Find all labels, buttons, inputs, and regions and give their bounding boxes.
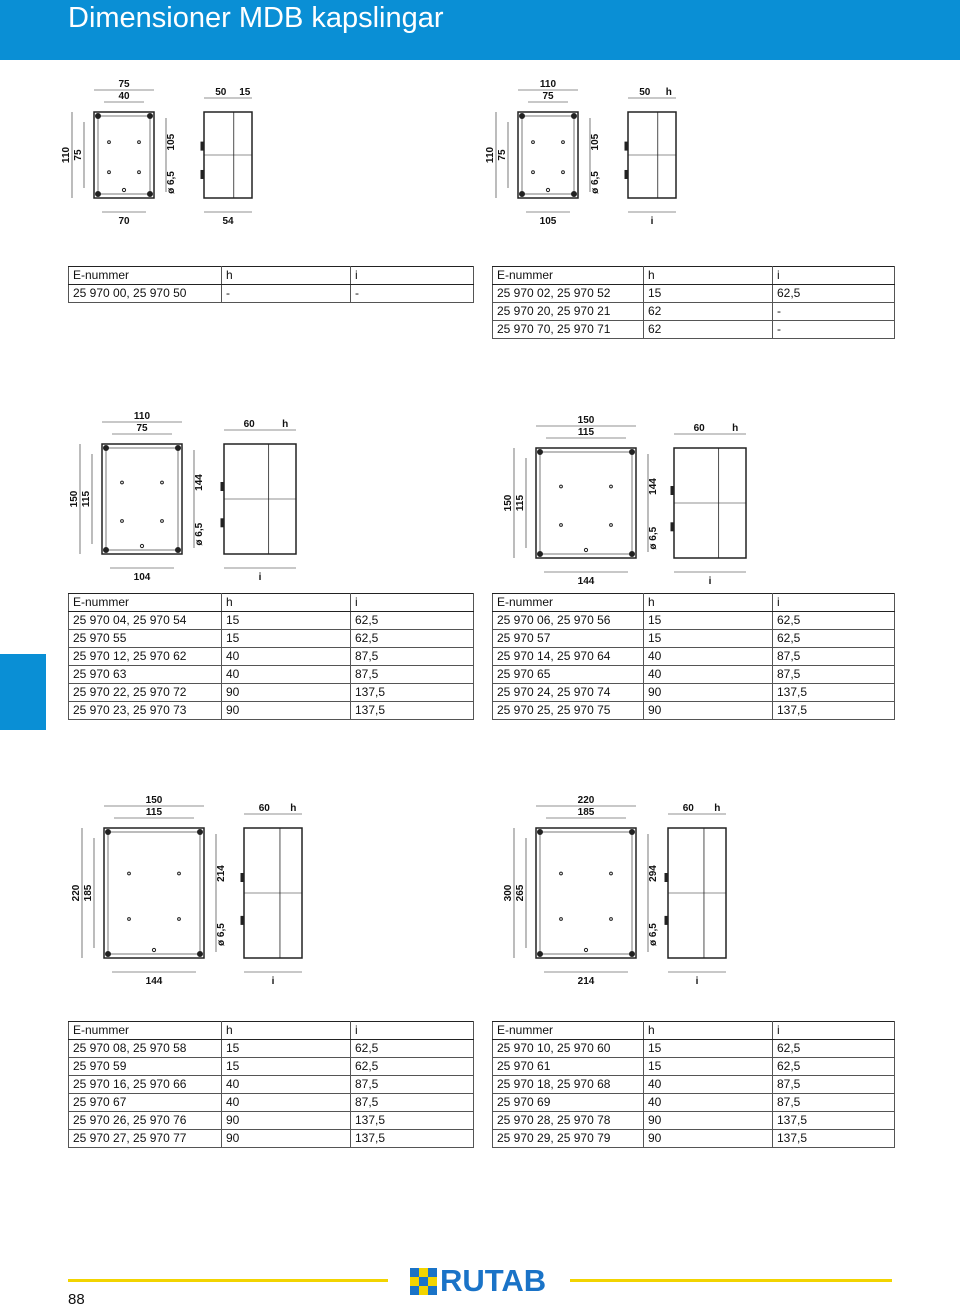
dim-depth: 50 (215, 87, 227, 98)
table-row (493, 1040, 895, 1058)
cell-i: 62,5 (773, 1040, 895, 1058)
table-row (493, 285, 895, 303)
col-h: h (222, 267, 351, 285)
cell-i: 62,5 (351, 1058, 474, 1076)
dim-height-outer: 150 (69, 490, 80, 508)
cell-h: 90 (644, 1112, 773, 1130)
corner-screw (106, 952, 111, 957)
drawing-svg (64, 408, 364, 583)
table-row (493, 321, 895, 339)
spec-table-4 (492, 593, 895, 720)
col-number: E-nummer (69, 267, 222, 285)
table-row (493, 648, 895, 666)
dim-height-mount: 144 (194, 474, 205, 491)
dim-h: h (290, 803, 297, 814)
cell-i: 87,5 (773, 1094, 895, 1112)
cell-h: 90 (222, 1130, 351, 1148)
dim-h: h (732, 423, 739, 434)
col-i: i (773, 594, 895, 612)
cell-h: 15 (222, 630, 351, 648)
dim-depth: 60 (682, 803, 694, 814)
enclosure-drawing-4 (488, 408, 788, 587)
cell-number: 25 970 59 (69, 1058, 222, 1076)
cell-h: 15 (644, 1058, 773, 1076)
table-row (493, 1058, 895, 1076)
footer-line-left (68, 1279, 388, 1282)
dim-width-outer: 110 (133, 411, 151, 422)
col-i: i (773, 267, 895, 285)
table-row (493, 702, 895, 720)
cell-i: 62,5 (773, 285, 895, 303)
spec-table-6 (492, 1021, 895, 1148)
dim-height-inner: 265 (515, 884, 526, 902)
table-header-row (69, 267, 474, 285)
cell-h: 90 (222, 702, 351, 720)
cell-number: 25 970 28, 25 970 78 (493, 1112, 644, 1130)
dim-base: 105 (539, 216, 557, 227)
cell-i: 87,5 (351, 1094, 474, 1112)
dim-h: h (282, 419, 289, 430)
page-header (0, 0, 960, 60)
cell-number: 25 970 16, 25 970 66 (69, 1076, 222, 1094)
dim-hole: ø 6,5 (648, 923, 659, 946)
dim-height-inner: 185 (83, 884, 94, 902)
cell-i: 137,5 (773, 1130, 895, 1148)
cell-h: 90 (222, 684, 351, 702)
front-view (536, 828, 636, 958)
dim-height-mount: 144 (648, 478, 659, 495)
table-row (493, 1130, 895, 1148)
cell-h: 15 (222, 1058, 351, 1076)
col-i: i (773, 1022, 895, 1040)
table-row (493, 1076, 895, 1094)
table-row (69, 1058, 474, 1076)
dim-width-outer: 110 (539, 79, 557, 90)
corner-screw (538, 552, 543, 557)
cell-h: 90 (644, 1130, 773, 1148)
spec-table-3 (68, 593, 474, 720)
corner-screw (96, 192, 101, 197)
col-h: h (644, 594, 773, 612)
table-row (493, 1112, 895, 1130)
col-h: h (644, 267, 773, 285)
cell-number: 25 970 69 (493, 1094, 644, 1112)
corner-screw (630, 952, 635, 957)
corner-screw (538, 830, 543, 835)
cell-number: 25 970 22, 25 970 72 (69, 684, 222, 702)
dim-base: 214 (577, 976, 595, 987)
cell-h: 15 (222, 612, 351, 630)
cell-i: 87,5 (773, 1076, 895, 1094)
table-row (493, 1094, 895, 1112)
cell-number: 25 970 08, 25 970 58 (69, 1040, 222, 1058)
dim-height-inner: 75 (497, 149, 508, 161)
col-number: E-nummer (493, 1022, 644, 1040)
cell-h: 90 (644, 684, 773, 702)
cell-h: 90 (644, 702, 773, 720)
spec-table-1 (68, 266, 474, 303)
col-number: E-nummer (69, 594, 222, 612)
dim-width-inner: 185 (577, 807, 595, 818)
corner-screw (148, 192, 153, 197)
dim-height-outer: 110 (61, 146, 72, 164)
corner-screw (520, 114, 525, 119)
col-h: h (644, 1022, 773, 1040)
table-header-row (493, 267, 895, 285)
cell-number: 25 970 10, 25 970 60 (493, 1040, 644, 1058)
enclosure-drawing-1 (61, 79, 364, 240)
table-header-row (493, 594, 895, 612)
spec-table-2 (492, 266, 895, 339)
cell-h: 40 (644, 666, 773, 684)
dim-i: i (271, 976, 275, 987)
page-number: 88 (68, 1291, 85, 1308)
col-h: h (222, 594, 351, 612)
corner-screw (572, 192, 577, 197)
cell-number: 25 970 04, 25 970 54 (69, 612, 222, 630)
cell-h: 15 (644, 630, 773, 648)
dim-width-outer: 150 (577, 415, 595, 426)
cell-i: 137,5 (351, 684, 474, 702)
drawing-svg (61, 79, 364, 240)
corner-screw (198, 830, 203, 835)
corner-screw (630, 552, 635, 557)
logo-mark-icon (410, 1268, 437, 1295)
table-header-row (69, 1022, 474, 1040)
cell-h: 40 (644, 1094, 773, 1112)
col-i: i (351, 1022, 474, 1040)
dim-i: 54 (222, 216, 234, 227)
table-row (69, 702, 474, 720)
cell-i: - (773, 303, 895, 321)
cell-i: 87,5 (351, 648, 474, 666)
front-view (518, 112, 578, 198)
cell-number: 25 970 14, 25 970 64 (493, 648, 644, 666)
cell-number: 25 970 67 (69, 1094, 222, 1112)
corner-screw (198, 952, 203, 957)
table-row (493, 303, 895, 321)
corner-screw (572, 114, 577, 119)
cell-h: - (222, 285, 351, 303)
dim-width-inner: 115 (145, 807, 163, 818)
rutab-logo (410, 1263, 547, 1298)
dim-hole: ø 6,5 (216, 923, 227, 946)
cell-number: 25 970 70, 25 970 71 (493, 321, 644, 339)
footer-line-right (570, 1279, 892, 1282)
front-view (94, 112, 154, 198)
table-row (69, 612, 474, 630)
drawing-svg (64, 790, 364, 985)
dim-base: 144 (145, 976, 163, 987)
table-row (69, 1076, 474, 1094)
table-header-row (69, 594, 474, 612)
enclosure-drawing-2 (485, 79, 788, 240)
dim-height-mount: 294 (648, 865, 659, 882)
dim-i: i (695, 976, 699, 987)
dim-hole: ø 6,5 (590, 171, 601, 194)
cell-i: 87,5 (351, 1076, 474, 1094)
corner-screw (630, 830, 635, 835)
cell-h: 40 (222, 1094, 351, 1112)
cell-number: 25 970 27, 25 970 77 (69, 1130, 222, 1148)
dim-h: h (665, 87, 672, 98)
cell-number: 25 970 20, 25 970 21 (493, 303, 644, 321)
table-row (69, 1094, 474, 1112)
cell-h: 62 (644, 303, 773, 321)
col-h: h (222, 1022, 351, 1040)
cell-i: 137,5 (773, 702, 895, 720)
dim-h: h (714, 803, 721, 814)
front-view (102, 444, 182, 554)
front-view (536, 448, 636, 558)
cell-i: 62,5 (773, 612, 895, 630)
cell-i: 137,5 (351, 702, 474, 720)
corner-screw (104, 446, 109, 451)
table-header-row (493, 1022, 895, 1040)
col-number: E-nummer (493, 594, 644, 612)
cell-h: 15 (644, 612, 773, 630)
cell-number: 25 970 06, 25 970 56 (493, 612, 644, 630)
cell-i: 137,5 (351, 1112, 474, 1130)
enclosure-drawing-5 (64, 790, 364, 985)
table-row (69, 1040, 474, 1058)
cell-number: 25 970 57 (493, 630, 644, 648)
dim-hole: ø 6,5 (166, 171, 177, 194)
col-i: i (351, 594, 474, 612)
cell-number: 25 970 29, 25 970 79 (493, 1130, 644, 1148)
cell-i: 62,5 (351, 630, 474, 648)
cell-number: 25 970 18, 25 970 68 (493, 1076, 644, 1094)
cell-i: 137,5 (351, 1130, 474, 1148)
logo-text: RUTAB (440, 1263, 547, 1298)
dim-base: 70 (118, 216, 130, 227)
cell-number: 25 970 24, 25 970 74 (493, 684, 644, 702)
cell-h: 40 (644, 1076, 773, 1094)
dim-depth: 50 (639, 87, 651, 98)
cell-i: 87,5 (773, 648, 895, 666)
dim-height-mount: 105 (590, 133, 601, 151)
cell-h: 40 (222, 648, 351, 666)
cell-number: 25 970 55 (69, 630, 222, 648)
cell-i: 62,5 (773, 1058, 895, 1076)
front-view (104, 828, 204, 958)
cell-number: 25 970 65 (493, 666, 644, 684)
drawing-svg (488, 408, 788, 587)
spec-table-5 (68, 1021, 474, 1148)
table-row (493, 684, 895, 702)
table-row (69, 684, 474, 702)
dim-width-inner: 75 (542, 91, 554, 102)
cell-i: - (773, 321, 895, 339)
dim-base: 104 (133, 572, 151, 583)
table-row (493, 612, 895, 630)
table-row (69, 1130, 474, 1148)
dim-height-mount: 214 (216, 865, 227, 882)
dim-h: 15 (239, 87, 251, 98)
table-row (69, 648, 474, 666)
cell-i: 137,5 (773, 1112, 895, 1130)
corner-screw (520, 192, 525, 197)
corner-screw (538, 450, 543, 455)
dim-i: i (258, 572, 262, 583)
cell-number: 25 970 00, 25 970 50 (69, 285, 222, 303)
corner-screw (538, 952, 543, 957)
cell-i: 62,5 (351, 1040, 474, 1058)
cell-i: 62,5 (351, 612, 474, 630)
cell-i: 137,5 (773, 684, 895, 702)
cell-number: 25 970 23, 25 970 73 (69, 702, 222, 720)
table-row (493, 630, 895, 648)
cell-h: 90 (222, 1112, 351, 1130)
cell-i: 62,5 (773, 630, 895, 648)
table-row (69, 630, 474, 648)
dim-hole: ø 6,5 (194, 522, 205, 546)
enclosure-drawing-6 (488, 790, 788, 985)
drawing-svg (485, 79, 788, 240)
cell-number: 25 970 61 (493, 1058, 644, 1076)
cell-h: 62 (644, 321, 773, 339)
dim-base: 144 (577, 576, 595, 587)
corner-screw (176, 446, 181, 451)
dim-hole: ø 6,5 (648, 526, 659, 550)
corner-screw (104, 548, 109, 553)
dim-width-inner: 40 (118, 91, 130, 102)
enclosure-drawing-3 (64, 408, 364, 583)
cell-i: 87,5 (773, 666, 895, 684)
cell-number: 25 970 02, 25 970 52 (493, 285, 644, 303)
side-tab-marker (0, 654, 46, 730)
table-row (69, 285, 474, 303)
corner-screw (148, 114, 153, 119)
cell-h: 40 (222, 666, 351, 684)
dim-depth: 60 (258, 803, 270, 814)
cell-number: 25 970 12, 25 970 62 (69, 648, 222, 666)
corner-screw (106, 830, 111, 835)
drawing-svg (488, 790, 788, 985)
dim-width-outer: 75 (118, 79, 130, 90)
dim-width-inner: 115 (577, 427, 595, 438)
col-i: i (351, 267, 474, 285)
dim-height-outer: 300 (503, 884, 514, 902)
cell-number: 25 970 63 (69, 666, 222, 684)
dim-width-inner: 75 (136, 423, 148, 434)
cell-i: - (351, 285, 474, 303)
cell-number: 25 970 26, 25 970 76 (69, 1112, 222, 1130)
dim-height-outer: 110 (485, 146, 496, 164)
col-number: E-nummer (69, 1022, 222, 1040)
page-title: Dimensioner MDB kapslingar (68, 2, 444, 34)
dim-width-outer: 150 (145, 795, 163, 806)
cell-i: 87,5 (351, 666, 474, 684)
cell-h: 40 (644, 648, 773, 666)
dim-height-inner: 115 (81, 490, 92, 508)
corner-screw (630, 450, 635, 455)
dim-height-outer: 220 (71, 884, 82, 902)
dim-depth: 60 (243, 419, 255, 430)
cell-h: 15 (644, 285, 773, 303)
cell-h: 40 (222, 1076, 351, 1094)
dim-height-inner: 75 (73, 149, 84, 161)
cell-h: 15 (644, 1040, 773, 1058)
dim-height-inner: 115 (515, 494, 526, 512)
corner-screw (176, 548, 181, 553)
dim-height-mount: 105 (166, 133, 177, 151)
cell-h: 15 (222, 1040, 351, 1058)
table-row (69, 1112, 474, 1130)
corner-screw (96, 114, 101, 119)
col-number: E-nummer (493, 267, 644, 285)
dim-i: i (708, 576, 712, 587)
table-row (493, 666, 895, 684)
dim-height-outer: 150 (503, 494, 514, 512)
table-row (69, 666, 474, 684)
dim-i: i (650, 216, 654, 227)
dim-depth: 60 (693, 423, 705, 434)
cell-number: 25 970 25, 25 970 75 (493, 702, 644, 720)
dim-width-outer: 220 (577, 795, 595, 806)
